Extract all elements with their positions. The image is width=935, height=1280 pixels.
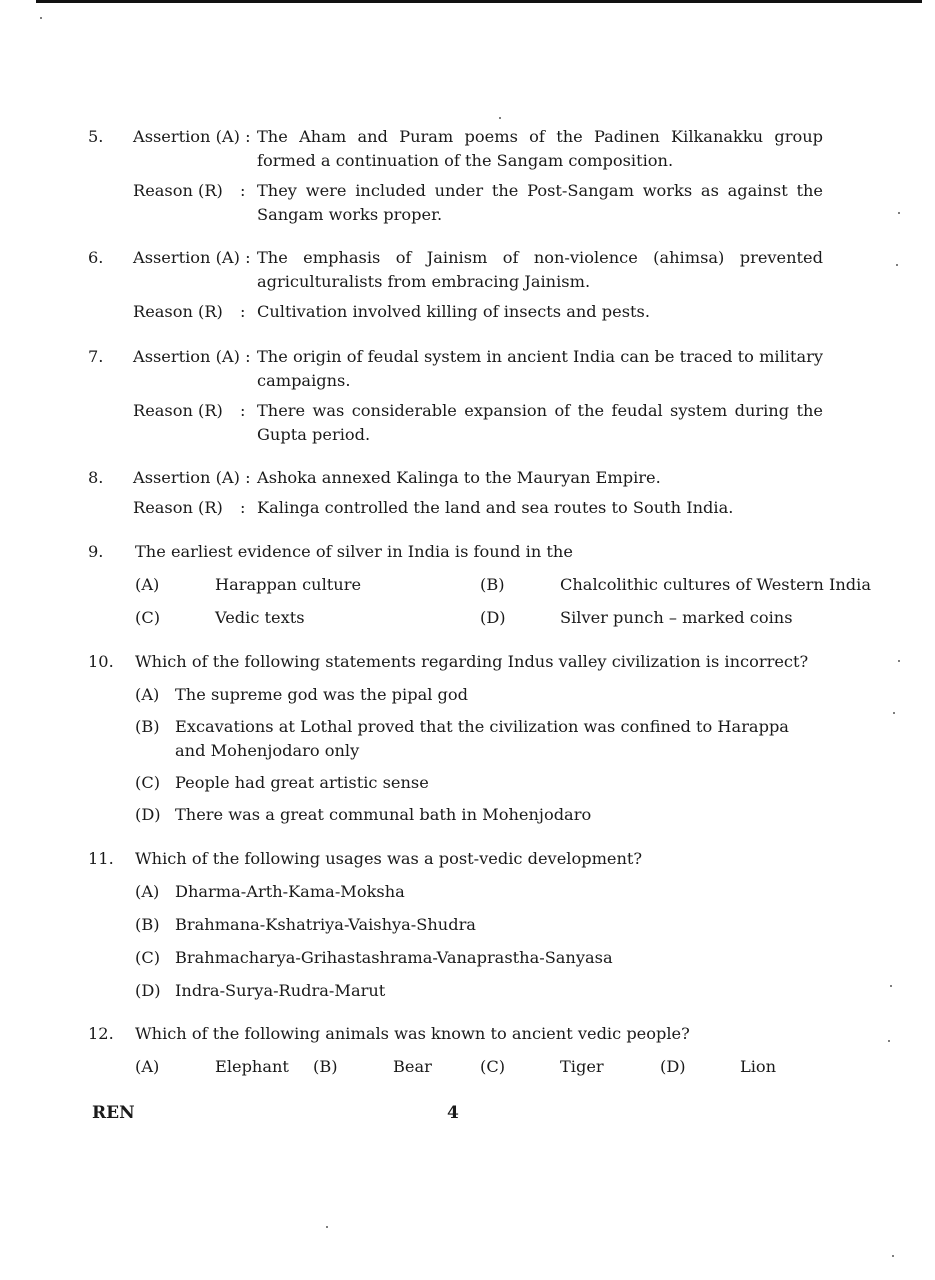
option-text: Brahmacharya-Grihastashrama-Vanaprastha-Sanyasa bbox=[175, 948, 613, 967]
reason-label: Reason (R) bbox=[133, 498, 223, 517]
scan-speck bbox=[898, 212, 900, 214]
option-text: Vedic texts bbox=[215, 608, 305, 627]
option-text: Lion bbox=[740, 1057, 777, 1076]
option-a[interactable] bbox=[135, 880, 823, 904]
reason-label: Reason (R) bbox=[133, 181, 223, 200]
option-letter: (D) bbox=[135, 981, 161, 1000]
option-text: Excavations at Lothal proved that the civilization was confined to Harappa and Mohenjodaro only bbox=[175, 717, 789, 760]
option-letter: (A) bbox=[135, 575, 160, 594]
scan-speck bbox=[898, 660, 900, 662]
question-10 bbox=[88, 650, 823, 827]
option-letter: (A) bbox=[135, 882, 160, 901]
option-letter: (D) bbox=[660, 1057, 686, 1076]
reason-row bbox=[88, 179, 823, 227]
reason-row bbox=[88, 399, 823, 447]
assertion-label: Assertion (A) : bbox=[133, 127, 251, 146]
option-c[interactable] bbox=[135, 946, 823, 970]
option-text: Silver punch – marked coins bbox=[560, 608, 793, 627]
reason-colon: : bbox=[240, 498, 246, 517]
option-text: People had great artistic sense bbox=[175, 773, 429, 792]
reason-text: Cultivation involved killing of insects and pests. bbox=[257, 302, 651, 321]
page-number: 4 bbox=[447, 1103, 459, 1123]
scan-speck bbox=[326, 1226, 328, 1228]
question-stem: Which of the following statements regarding Indus valley civilization is incorrect? bbox=[135, 652, 809, 671]
top-border-line bbox=[36, 0, 922, 3]
question-6 bbox=[88, 246, 823, 324]
assertion-row bbox=[88, 125, 823, 173]
reason-row bbox=[88, 496, 823, 520]
reason-text: Kalinga controlled the land and sea routes to South India. bbox=[257, 498, 734, 517]
question-stem: Which of the following usages was a post-vedic development? bbox=[135, 849, 643, 868]
option-text: Tiger bbox=[560, 1057, 604, 1076]
question-number: 8. bbox=[88, 468, 104, 487]
option-letter: (A) bbox=[135, 1057, 160, 1076]
assertion-label: Assertion (A) : bbox=[133, 347, 251, 366]
reason-text: There was considerable expansion of the feudal system during the Gupta period. bbox=[257, 401, 823, 444]
assertion-label: Assertion (A) : bbox=[133, 248, 251, 267]
option-d[interactable] bbox=[135, 803, 823, 827]
question-stem: The earliest evidence of silver in India is found in the bbox=[135, 542, 573, 561]
reason-colon: : bbox=[240, 401, 246, 420]
scan-speck bbox=[40, 17, 42, 19]
option-text: Harappan culture bbox=[215, 575, 362, 594]
assertion-row bbox=[88, 345, 823, 393]
option-letter: (A) bbox=[135, 685, 160, 704]
option-b[interactable] bbox=[135, 913, 823, 937]
paper-code: REN bbox=[92, 1103, 135, 1123]
question-number: 9. bbox=[88, 542, 104, 561]
option-text: There was a great communal bath in Mohenjodaro bbox=[175, 805, 592, 824]
options-row bbox=[135, 1055, 823, 1079]
option-text: Dharma-Arth-Kama-Moksha bbox=[175, 882, 405, 901]
option-d[interactable] bbox=[135, 979, 823, 1003]
question-number: 7. bbox=[88, 347, 104, 366]
options-row-2 bbox=[135, 606, 823, 630]
question-number: 12. bbox=[88, 1024, 114, 1043]
reason-label: Reason (R) bbox=[133, 302, 223, 321]
scan-speck bbox=[888, 1040, 890, 1042]
question-number: 10. bbox=[88, 652, 114, 671]
option-letter: (D) bbox=[480, 608, 506, 627]
assertion-text: Ashoka annexed Kalinga to the Mauryan Empire. bbox=[257, 468, 661, 487]
question-number: 5. bbox=[88, 127, 104, 146]
assertion-label: Assertion (A) : bbox=[133, 468, 251, 487]
assertion-row bbox=[88, 246, 823, 294]
scan-speck bbox=[499, 117, 501, 119]
question-stem: Which of the following animals was known to ancient vedic people? bbox=[135, 1024, 690, 1043]
scan-speck bbox=[896, 264, 898, 266]
assertion-row bbox=[88, 466, 823, 490]
reason-colon: : bbox=[240, 181, 246, 200]
option-c[interactable] bbox=[135, 771, 823, 795]
option-letter: (C) bbox=[135, 773, 161, 792]
question-number: 11. bbox=[88, 849, 114, 868]
option-text: The supreme god was the pipal god bbox=[175, 685, 469, 704]
option-letter: (B) bbox=[135, 915, 160, 934]
question-number: 6. bbox=[88, 248, 104, 267]
option-letter: (C) bbox=[480, 1057, 506, 1076]
question-5 bbox=[88, 125, 823, 227]
option-letter: (C) bbox=[135, 608, 161, 627]
option-letter: (B) bbox=[313, 1057, 338, 1076]
scan-speck bbox=[890, 985, 892, 987]
reason-row bbox=[88, 300, 823, 324]
reason-colon: : bbox=[240, 302, 246, 321]
option-letter: (B) bbox=[135, 717, 160, 736]
option-letter: (D) bbox=[135, 805, 161, 824]
option-letter: (B) bbox=[480, 575, 505, 594]
scan-speck bbox=[892, 1255, 894, 1257]
question-7 bbox=[88, 345, 823, 447]
option-text: Indra-Surya-Rudra-Marut bbox=[175, 981, 386, 1000]
reason-text: They were included under the Post-Sangam works as against the Sangam works proper. bbox=[257, 181, 823, 224]
question-11 bbox=[88, 847, 823, 1003]
option-text: Elephant bbox=[215, 1057, 289, 1076]
options-row-1 bbox=[135, 573, 871, 597]
assertion-text: The Aham and Puram poems of the Padinen Kilkanakku group formed a continuation of the Sangam composition. bbox=[257, 127, 823, 170]
option-a[interactable] bbox=[135, 683, 823, 707]
option-letter: (C) bbox=[135, 948, 161, 967]
reason-label: Reason (R) bbox=[133, 401, 223, 420]
question-9 bbox=[88, 540, 871, 630]
option-text: Brahmana-Kshatriya-Vaishya-Shudra bbox=[175, 915, 476, 934]
option-b[interactable] bbox=[135, 715, 823, 763]
assertion-text: The origin of feudal system in ancient India can be traced to military campaigns. bbox=[257, 347, 823, 390]
scan-speck bbox=[893, 712, 895, 714]
assertion-text: The emphasis of Jainism of non-violence (ahimsa) prevented agriculturalists from embracing Jainism. bbox=[257, 248, 823, 291]
option-text: Bear bbox=[393, 1057, 432, 1076]
question-12 bbox=[88, 1022, 823, 1079]
question-8 bbox=[88, 466, 823, 520]
option-text: Chalcolithic cultures of Western India bbox=[560, 575, 871, 594]
